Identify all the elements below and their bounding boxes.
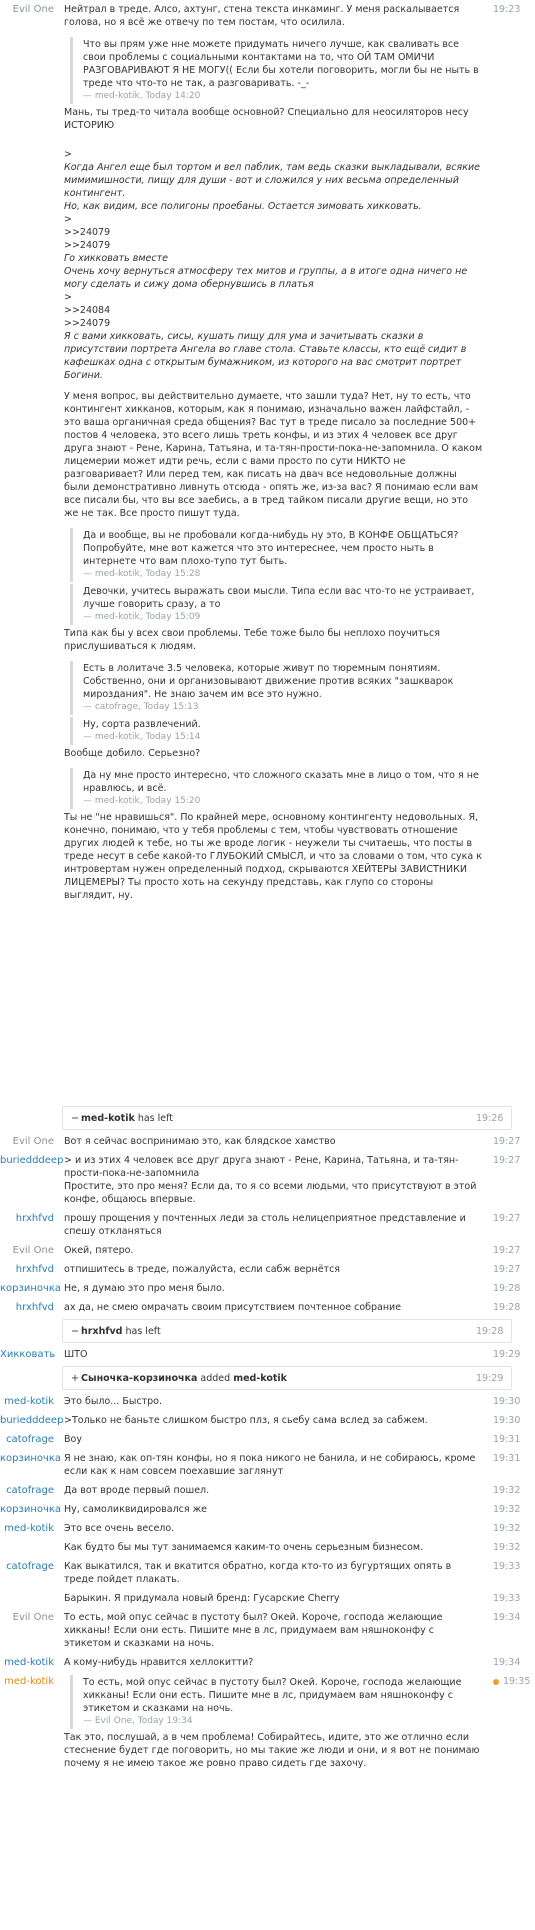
message-time: 19:28 bbox=[493, 1283, 521, 1294]
message-text: Очень хочу вернуться атмосферу тех митов и группы, а в итоге одна ничего не могу сделать и сижу дома обернувшись в платья bbox=[64, 266, 468, 290]
message-author[interactable]: buriedddeep bbox=[0, 1415, 64, 1426]
message bbox=[0, 1151, 535, 1209]
user-name[interactable]: med-kotik bbox=[81, 1112, 135, 1124]
message-text: Когда Ангел еще был тортом и вел паблик, там ведь сказки выкладывали, всякие мимимишности, пищу для души - вот и сложился у них весьма определенный контингент. bbox=[64, 162, 480, 199]
message-author[interactable]: hrxhfvd bbox=[15, 1264, 54, 1275]
message-text: Ты не "не нравишься". По крайней мере, основному контингенту недовольных. Я, конечно, понимаю, что у тебя проблемы с тем, чтобы чувствовать отношение других людей к тебе, но ты же вроде логик - неужели ты считаешь, что посты в треде несут в себе какой-то ГЛУБОКИЙ СМЫСЛ, и что за словами о том, что сука к интровертам нужен определенный подход, скрываются ХЕЙТЕРЫ ЗАВИСТНИКИ ЛИЦЕМЕРЫ? Ты просто хоть на секунду представь, как глупо со стороны выглядит, ну. bbox=[64, 812, 482, 901]
message-text: > bbox=[64, 149, 72, 160]
message-time: 19:30 bbox=[493, 1396, 521, 1407]
message-author[interactable]: Хикковать bbox=[0, 1349, 56, 1360]
message-author[interactable]: hrxhfvd bbox=[15, 1302, 54, 1313]
message-body bbox=[64, 1656, 489, 1669]
system-notice-text bbox=[63, 1373, 472, 1384]
message-body bbox=[64, 1541, 489, 1554]
collapse-fade bbox=[0, 1090, 535, 1104]
message-text: > и из этих 4 человек все друг друга знают - Рене, Карина, Татьяна, и та-тян-прости-пока-не-запомнила bbox=[64, 1155, 459, 1179]
quote-meta: — med-kotik, Today 15:14 bbox=[83, 732, 201, 742]
message-time: 19:32 bbox=[493, 1485, 521, 1496]
message-text: То есть, мой опус сейчас в пустоту был? Окей. Короче, господа желающие хикканы! Если они есть. Пишите мне в лс, придумаем вам няшноконфу с этикетом и сказками на ночь. bbox=[64, 1612, 443, 1649]
message-text: Но, как видим, все полигоны проебаны. Остается зимовать хикковать. bbox=[64, 201, 422, 212]
message-body bbox=[64, 1484, 489, 1497]
message-time: 19:27 bbox=[493, 1155, 521, 1166]
message-text: прошу прощения у почтенных леди за столь нелицеприятное представление и спешу откланяться bbox=[64, 1213, 466, 1237]
message-body bbox=[64, 1244, 489, 1257]
message-author[interactable]: med-kotik bbox=[4, 1657, 54, 1668]
system-notice-action: has left bbox=[134, 1112, 174, 1124]
message-time: 19:31 bbox=[493, 1453, 521, 1464]
message-body bbox=[64, 1611, 489, 1650]
message-text: ах да, не смею омрачать своим присутствием почтенное собрание bbox=[64, 1302, 402, 1313]
message-author[interactable]: корзиночка bbox=[0, 1453, 62, 1464]
message bbox=[0, 1653, 535, 1672]
message-body bbox=[64, 1263, 489, 1276]
message-time bbox=[489, 1675, 535, 1688]
system-notice bbox=[62, 1366, 512, 1390]
message-body bbox=[64, 1675, 489, 1770]
message-author[interactable]: Evil One bbox=[12, 4, 54, 15]
message bbox=[0, 1345, 535, 1364]
message-text: Вообще добило. Серьезно? bbox=[64, 748, 201, 759]
message-text: У меня вопрос, вы действительно думаете, что зашли туда? Нет, ну то есть, что контингент хикканов, которым, как я понимаю, изначально важен лайфстайл, - это ваша органичная среда общения? Вас тут в треде писало за последние 500+ постов 4 человека, это всего лишь треть конфы, и из этих 4 человек все друг друга знают - Рене, Карина, Татьяна, и та-тян-прости-пока-не-запомнила. О каком лицемерии может идти речь, если с вами просто по сути НИКТО не разговаривает? Или перед тем, как писать на двач все недовольные должны были демонстративно ливнуть отсюда - опять же, из-за вас? Я понимаю если вам все писали бы, что вы все заебись, а в тред тайком писали другие вещи, но это же не так. Все просто пишут туда. bbox=[64, 391, 483, 519]
message-time: 19:32 bbox=[493, 1542, 521, 1553]
system-notice-text bbox=[63, 1326, 472, 1337]
message-body bbox=[64, 1135, 489, 1148]
quote-text: То есть, мой опус сейчас в пустоту был? Окей. Короче, господа желающие хикканы! Если они есть. Пишите мне в лс, придумаем вам няшноконфу с этикетом и сказками на ночь. bbox=[83, 1677, 462, 1714]
message-text: >Только не баньте слишком быстро плз, я сьебу сама вслед за сабжем. bbox=[64, 1415, 428, 1426]
message-text: отпишитесь в треде, пожалуйста, если сабж вернётся bbox=[64, 1264, 341, 1275]
message-text: Окей, пятеро. bbox=[64, 1245, 134, 1256]
message-text: >>24079 bbox=[64, 318, 111, 329]
message-time: 19:31 bbox=[493, 1434, 521, 1445]
message-body bbox=[64, 3, 489, 902]
message-list bbox=[0, 1106, 535, 1672]
message-text: Я с вами хикковать, сисы, кушать пищу для ума и зачитывать сказки в присутствии портрета Ангела во главе стола. Ставьте классы, кто ещё сидит в кафешках одна с открытым бумажником, из которого на вас смотрит портрет Богини. bbox=[64, 331, 467, 381]
quote-meta: — med-kotik, Today 15:09 bbox=[83, 612, 201, 622]
message bbox=[0, 1279, 535, 1298]
user-name[interactable]: hrxhfvd bbox=[81, 1325, 123, 1337]
message-text: >>24079 bbox=[64, 227, 111, 238]
message-body bbox=[64, 1395, 489, 1408]
message-body bbox=[64, 1282, 489, 1295]
message-text: Не, я думаю это про меня было. bbox=[64, 1283, 225, 1294]
message bbox=[0, 1260, 535, 1279]
message-author[interactable]: catofrage bbox=[6, 1434, 54, 1445]
quote-text: Ну, сорта развлечений. bbox=[83, 719, 201, 730]
message-last bbox=[0, 1672, 535, 1773]
quote-text: Что вы прям уже нне можете придумать ничего лучше, как сваливать все свои проблемы с социальными контактами на то, что ОЙ ТАМ ОМИЧИ РАЗГОВАРИВАЮТ Я НЕ МОГУ(( Если бы хотели поговорить, могли бы не ныть в треде что что-то не так, а разговаривать. -_- bbox=[83, 39, 479, 89]
message-text: Да вот вроде первый пошел. bbox=[64, 1485, 210, 1496]
message-text: > bbox=[64, 292, 72, 303]
message-author[interactable]: hrxhfvd bbox=[15, 1213, 54, 1224]
message-author[interactable]: med-kotik bbox=[4, 1523, 54, 1534]
message-body bbox=[64, 1433, 489, 1446]
message bbox=[0, 1392, 535, 1411]
minus-icon: − bbox=[71, 1112, 79, 1124]
user-name[interactable]: med-kotik bbox=[233, 1372, 287, 1384]
quote-block bbox=[70, 37, 483, 104]
message-time: 19:34 bbox=[493, 1612, 521, 1623]
user-name[interactable]: Сыночка-корзиночка bbox=[81, 1372, 198, 1384]
message-time: 19:34 bbox=[493, 1657, 521, 1668]
message bbox=[0, 1298, 535, 1317]
message-author[interactable]: buriedddeep bbox=[0, 1155, 64, 1166]
quote-block bbox=[70, 717, 483, 745]
message-text: >>24084 bbox=[64, 305, 111, 316]
message bbox=[0, 1500, 535, 1519]
message-body bbox=[64, 1522, 489, 1535]
message-text: Это все очень весело. bbox=[64, 1523, 175, 1534]
message-time: 19:28 bbox=[476, 1325, 504, 1337]
message-time: 19:27 bbox=[493, 1245, 521, 1256]
message-text: > bbox=[64, 214, 72, 225]
quote-block bbox=[70, 584, 483, 625]
message-text: Вот я сейчас воспринимаю это, как блядское хамство bbox=[64, 1136, 336, 1147]
message bbox=[0, 1519, 535, 1538]
message bbox=[0, 1132, 535, 1151]
system-notice bbox=[62, 1106, 512, 1130]
unread-dot-icon bbox=[493, 1679, 499, 1685]
message-text: А кому-нибудь нравится хеллокитти? bbox=[64, 1657, 254, 1668]
message-author[interactable]: корзиночка bbox=[0, 1504, 62, 1515]
message-time: 19:29 bbox=[493, 1349, 521, 1360]
quote-meta: — med-kotik, Today 14:20 bbox=[83, 91, 201, 101]
message-body bbox=[64, 1154, 489, 1206]
message bbox=[0, 1209, 535, 1241]
message-text: Простите, это про меня? Если да, то я со всеми людьми, что присутствуют в этой конфе, общаюсь впервые. bbox=[64, 1181, 477, 1205]
quote-text: Девочки, учитесь выражать свои мысли. Типа если вас что-то не устраивает, лучше говорить сразу, а то bbox=[83, 586, 475, 610]
message-text: Го хикковать вместе bbox=[64, 253, 168, 264]
message-author[interactable]: med-kotik bbox=[4, 1396, 54, 1407]
message-text: Это было... Быстро. bbox=[64, 1396, 162, 1407]
quote-block bbox=[70, 1675, 483, 1729]
message-time: 19:33 bbox=[493, 1593, 521, 1604]
plus-icon: + bbox=[71, 1372, 79, 1384]
message-body bbox=[64, 1592, 489, 1605]
message bbox=[0, 1430, 535, 1449]
message-body bbox=[64, 1348, 489, 1361]
message-time: 19:27 bbox=[493, 1264, 521, 1275]
quote-text: Да ну мне просто интересно, что сложного сказать мне в лицо о том, что я не нравлюсь, и всё. bbox=[83, 770, 479, 794]
message-body bbox=[64, 1452, 489, 1478]
message-text: >>24079 bbox=[64, 240, 111, 251]
minus-icon: − bbox=[71, 1325, 79, 1337]
quote-meta: — Evil One, Today 19:34 bbox=[83, 1716, 193, 1726]
message-text: Как выкатился, так и вкатится обратно, когда кто-то из бугуртящих опять в треде пойдет плакать. bbox=[64, 1561, 452, 1585]
system-notice-action: added bbox=[197, 1372, 234, 1384]
message-body bbox=[64, 1503, 489, 1516]
message-body bbox=[64, 1414, 489, 1427]
system-notice-text bbox=[63, 1113, 472, 1124]
message-author[interactable]: Evil One bbox=[12, 1612, 54, 1623]
message bbox=[0, 1538, 535, 1557]
message-text: Барыкин. Я придумала новый бренд: Гусарские Cherry bbox=[64, 1593, 340, 1604]
message-text: Так это, послушай, а в чем проблема! Собирайтесь, идите, это же отлично если стеснение будет где поговорить, но мы такие же люди и они, и я вот не понимаю почему я не имею такое же ровно право сидеть где захочу. bbox=[64, 1732, 480, 1769]
message-text: Воу bbox=[64, 1434, 82, 1445]
message-time: 19:27 bbox=[493, 1136, 521, 1147]
message-text: Я не знаю, как оп-тян конфы, но я пока никого не банила, и не собираюсь, кроме если как к нам совсем поехавшие заглянут bbox=[64, 1453, 476, 1477]
quote-text: Есть в лолитаче 3.5 человека, которые живут по тюремным понятиям. Собственно, они и организовывают движение против всяких "зашкварок мироздания". Не знаю зачем им все это нужно. bbox=[83, 663, 454, 700]
message-body bbox=[64, 1560, 489, 1586]
message-text: Нейтрал в треде. Алсо, ахтунг, стена текста инкаминг. У меня раскалывается голова, но я всё же отвечу по тем постам, что осилила. bbox=[64, 4, 460, 28]
quote-block bbox=[70, 528, 483, 582]
message-body bbox=[64, 1212, 489, 1238]
message-time: 19:28 bbox=[493, 1302, 521, 1313]
message-author[interactable]: корзиночка bbox=[0, 1283, 62, 1294]
message-time: 19:32 bbox=[493, 1523, 521, 1534]
message-author[interactable]: Evil One bbox=[12, 1245, 54, 1256]
message-text: Ну, самоликвидировался же bbox=[64, 1504, 208, 1515]
message-text: Типа как бы у всех свои проблемы. Тебе тоже было бы неплохо поучиться прислушиваться к людям. bbox=[64, 628, 440, 652]
message-author[interactable]: catofrage bbox=[6, 1485, 54, 1496]
message-time: 19:30 bbox=[493, 1415, 521, 1426]
message-time-text: 19:35 bbox=[503, 1676, 531, 1687]
message-text: Как будто бы мы тут занимаемся каким-то очень серьезным бизнесом. bbox=[64, 1542, 424, 1553]
message-time: 19:23 bbox=[493, 4, 521, 15]
message-time: 19:26 bbox=[476, 1112, 504, 1124]
message-author[interactable]: catofrage bbox=[6, 1561, 54, 1572]
message-text: ШТО bbox=[64, 1349, 88, 1360]
quote-meta: — med-kotik, Today 15:28 bbox=[83, 569, 201, 579]
message bbox=[0, 1241, 535, 1260]
message-time: 19:33 bbox=[493, 1561, 521, 1572]
message-text: Мань, ты тред-то читала вообще основной? Специально для неосиляторов несу ИСТОРИЮ bbox=[64, 107, 469, 131]
quote-block bbox=[70, 768, 483, 809]
message bbox=[0, 1608, 535, 1653]
quote-meta: — catofrage, Today 15:13 bbox=[83, 702, 199, 712]
message bbox=[0, 1481, 535, 1500]
message-time: 19:29 bbox=[476, 1372, 504, 1384]
message bbox=[0, 1589, 535, 1608]
message-author[interactable]: med-kotik bbox=[4, 1676, 54, 1687]
system-notice-action: has left bbox=[122, 1325, 161, 1337]
message-time: 19:32 bbox=[493, 1504, 521, 1515]
message-time: 19:27 bbox=[493, 1213, 521, 1224]
message-body bbox=[64, 1301, 489, 1314]
quote-meta: — med-kotik, Today 15:20 bbox=[83, 796, 201, 806]
message bbox=[0, 1411, 535, 1430]
quote-block bbox=[70, 661, 483, 715]
message-author[interactable]: Evil One bbox=[12, 1136, 54, 1147]
quote-text: Да и вообще, вы не пробовали когда-нибудь ну это, В КОНФЕ ОБЩАТЬСЯ? Попробуйте, мне вот кажется что это интереснее, чем просто ныть в интернете что вам плохо-тупо тут быть. bbox=[83, 530, 459, 567]
message bbox=[0, 1557, 535, 1589]
system-notice bbox=[62, 1319, 512, 1343]
message bbox=[0, 1449, 535, 1481]
